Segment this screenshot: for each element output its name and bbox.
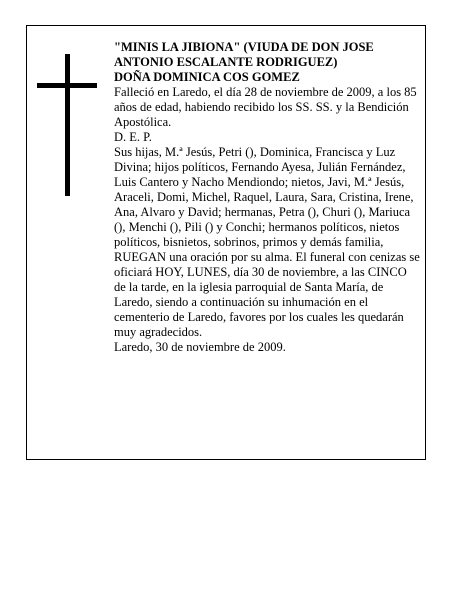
death-statement: Falleció en Laredo, el día 28 de noviembre de 2009, a los 85 años de edad, habiendo recibido los SS. SS. y la Bendición Apostólica.	[114, 85, 417, 129]
cross-icon	[37, 54, 97, 196]
funeral-request: RUEGAN una oración por su alma. El funeral con cenizas se oficiará HOY, LUNES, día 30 de noviembre, a las CINCO de la tarde, en la iglesia parroquial de Santa María, de Laredo, siendo a continuación su inhumación en el cementerio de Laredo, favores por los cuales les quedarán muy agradecidos.	[114, 250, 420, 339]
heading-line-nickname: "MINIS LA JIBIONA" (VIUDA DE DON JOSE	[114, 40, 374, 54]
cross-vertical-bar	[65, 54, 70, 196]
family-list: Sus hijas, M.ª Jesús, Petri (), Dominica, Francisca y Luz Divina; hijos políticos, Fernando Ayesa, Julián Fernández, Luis Cantero y Nacho Mendiondo; nietos, Javi, M.ª Jesús, Araceli, Domi, Michel, Raquel, Laura, Sara, Cristina, Irene, Ana, Alvaro y David; hermanas, Petra (), Churi (), Mariuca (), Menchi (), Pili () y Conchi; hermanos políticos, nietos políticos, bisnietos, sobrinos, primos y demás familia,	[114, 145, 414, 249]
rip-line: D. E. P.	[114, 130, 152, 144]
heading-line-spouse: ANTONIO ESCALANTE RODRIGUEZ)	[114, 55, 338, 69]
place-date: Laredo, 30 de noviembre de 2009.	[114, 340, 286, 354]
heading-line-name: DOÑA DOMINICA COS GOMEZ	[114, 70, 300, 84]
obituary-notice	[26, 25, 426, 460]
deceased-heading	[114, 40, 420, 85]
cross-horizontal-bar	[37, 83, 97, 88]
notice-content	[114, 40, 420, 355]
